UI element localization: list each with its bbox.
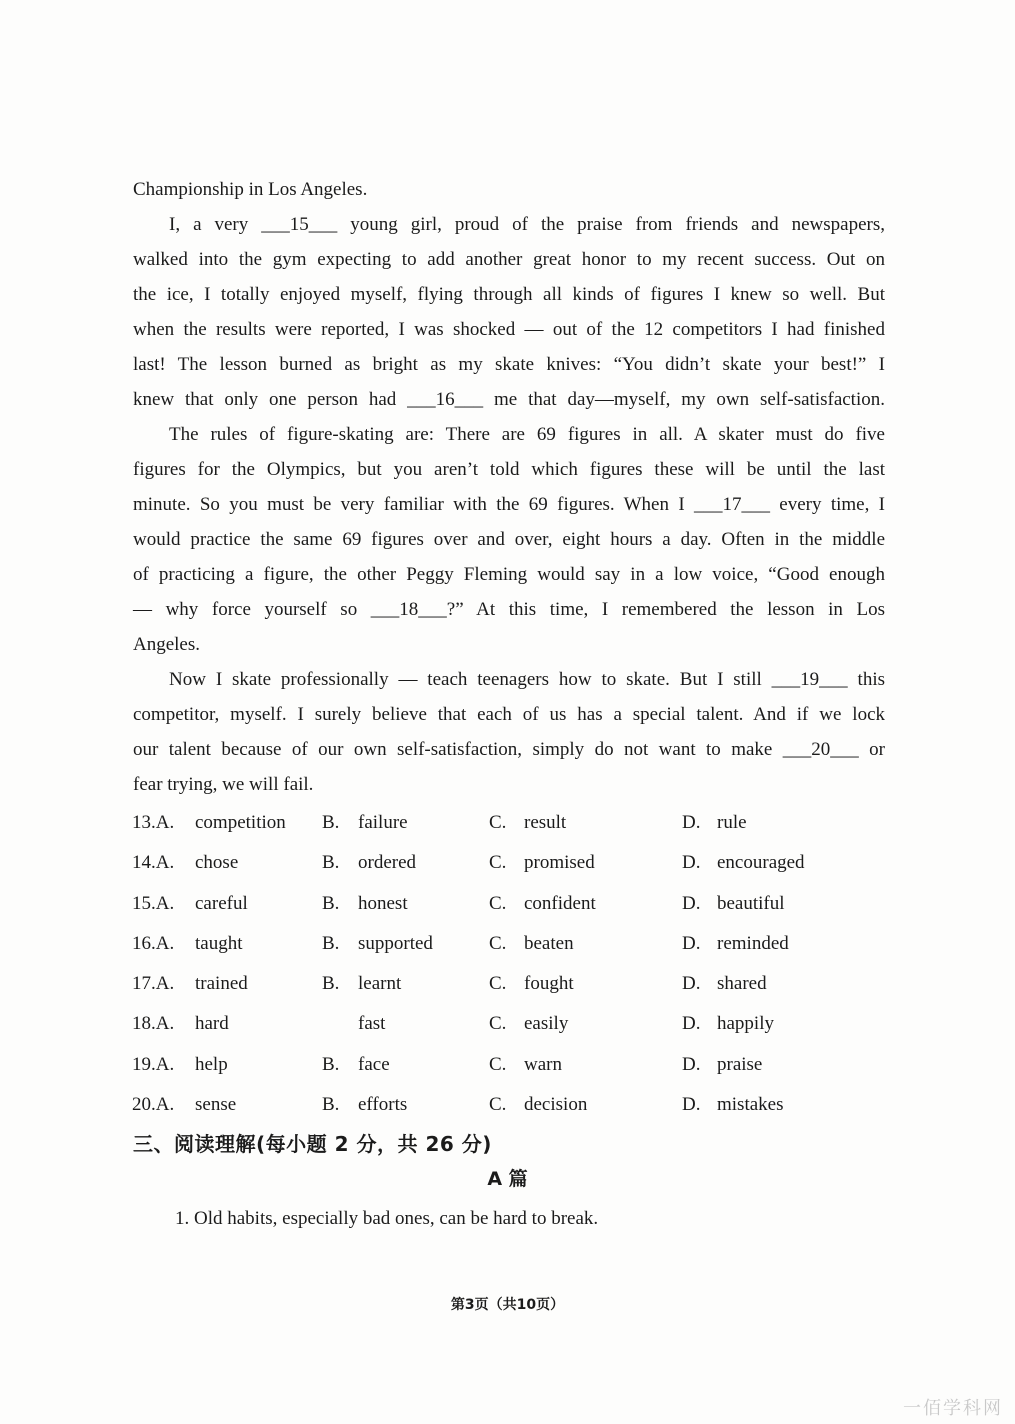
passage-line: — why force yourself so ___18___?” At this time, I remembered the lesson in Los xyxy=(133,599,885,620)
option-c: easily xyxy=(524,1013,569,1035)
question-options-18 xyxy=(132,1007,892,1047)
subsection-title: A 篇 xyxy=(487,1168,528,1190)
question-options-17 xyxy=(132,967,892,1007)
option-a: competition xyxy=(195,812,286,833)
option-d-label: D. xyxy=(682,812,701,833)
option-a: hard xyxy=(195,1013,229,1035)
question-number: 17.A. xyxy=(132,973,175,995)
option-d: encouraged xyxy=(717,852,805,874)
reading-question-1: 1. Old habits, especially bad ones, can be hard to break. xyxy=(175,1208,599,1229)
option-b: failure xyxy=(358,812,408,833)
option-c: warn xyxy=(524,1053,562,1075)
option-d-label: D. xyxy=(682,932,701,954)
page-footer: 第3页（共10页） xyxy=(450,1297,565,1313)
question-number: 15.A. xyxy=(132,892,175,914)
option-c-label: C. xyxy=(489,973,507,995)
option-b-label: B. xyxy=(322,852,340,874)
option-a: help xyxy=(195,1053,228,1075)
question-number: 19.A. xyxy=(132,1053,175,1075)
option-b: learnt xyxy=(358,973,402,995)
option-a: trained xyxy=(195,973,248,995)
question-options-15 xyxy=(132,887,892,927)
passage-line: would practice the same 69 figures over and over, eight hours a day. Often in the middle xyxy=(133,529,885,550)
option-b: face xyxy=(358,1053,390,1075)
option-c-label: C. xyxy=(489,1013,507,1035)
option-d-label: D. xyxy=(682,1053,701,1075)
passage-line: Angeles. xyxy=(133,634,201,655)
option-c: decision xyxy=(524,1094,588,1116)
option-b-label: B. xyxy=(322,973,340,995)
option-b-label: B. xyxy=(322,1094,340,1116)
option-b: fast xyxy=(358,1013,386,1035)
passage-line: Championship in Los Angeles. xyxy=(133,179,368,200)
option-d-label: D. xyxy=(682,852,701,874)
option-b-label: B. xyxy=(322,932,340,954)
option-c: beaten xyxy=(524,932,574,954)
option-c-label: C. xyxy=(489,1094,507,1116)
option-d: rule xyxy=(717,812,747,833)
question-options-16 xyxy=(132,927,892,967)
option-c-label: C. xyxy=(489,812,507,833)
cloze-passage xyxy=(133,172,885,802)
option-d-label: D. xyxy=(682,1094,701,1116)
option-d-label: D. xyxy=(682,973,701,995)
option-c-label: C. xyxy=(489,892,507,914)
option-b: honest xyxy=(358,892,408,914)
passage-line: Now I skate professionally — teach teenagers how to skate. But I still ___19___ this xyxy=(169,669,885,690)
passage-line: knew that only one person had ___16___ me that day—myself, my own self-satisfaction. xyxy=(133,389,885,410)
option-c: confident xyxy=(524,892,596,914)
option-c-label: C. xyxy=(489,1053,507,1075)
question-number: 18.A. xyxy=(132,1013,175,1035)
question-options-13 xyxy=(132,806,892,846)
option-b-label: B. xyxy=(322,812,340,833)
passage-line: I, a very ___15___ young girl, proud of the praise from friends and newspapers, xyxy=(169,214,885,235)
passage-line: competitor, myself. I surely believe that each of us has a special talent. And if we lock xyxy=(133,704,885,725)
option-a: careful xyxy=(195,892,248,914)
option-a: taught xyxy=(195,932,243,954)
option-d-label: D. xyxy=(682,1013,701,1035)
option-b: supported xyxy=(358,932,433,954)
question-options-20 xyxy=(132,1088,892,1128)
passage-line: figures for the Olympics, but you aren’t told which figures these will be until the last xyxy=(133,459,885,480)
option-a: sense xyxy=(195,1094,237,1116)
passage-line: when the results were reported, I was shocked — out of the 12 competitors I had finished xyxy=(133,319,885,340)
question-number: 13.A. xyxy=(132,812,175,833)
question-number: 16.A. xyxy=(132,932,175,954)
section-title: 三、阅读理解(每小题 2 分，共 26 分) xyxy=(133,1132,492,1156)
option-b: efforts xyxy=(358,1094,408,1116)
option-d: beautiful xyxy=(717,892,785,914)
question-options-19 xyxy=(132,1048,892,1088)
passage-line: of practicing a figure, the other Peggy Fleming would say in a low voice, “Good enough xyxy=(133,564,885,585)
option-b-label: B. xyxy=(322,1053,340,1075)
option-d: happily xyxy=(717,1013,774,1035)
question-options-14 xyxy=(132,846,892,886)
option-d: mistakes xyxy=(717,1094,784,1116)
option-d: praise xyxy=(717,1053,763,1075)
option-d: reminded xyxy=(717,932,789,954)
option-c: result xyxy=(524,812,567,833)
option-d-label: D. xyxy=(682,892,701,914)
question-number: 14.A. xyxy=(132,852,175,874)
passage-line: the ice, I totally enjoyed myself, flying through all kinds of figures I knew so well. But xyxy=(133,284,885,305)
option-c: promised xyxy=(524,852,595,874)
passage-line: minute. So you must be very familiar with the 69 figures. When I ___17___ every time, I xyxy=(133,494,885,515)
passage-line: our talent because of our own self-satisfaction, simply do not want to make ___20___ or xyxy=(133,739,885,760)
passage-line: fear trying, we will fail. xyxy=(133,774,314,795)
option-b: ordered xyxy=(358,852,417,874)
option-c: fought xyxy=(524,973,574,995)
option-b-label: B. xyxy=(322,892,340,914)
option-a: chose xyxy=(195,852,239,874)
passage-line: The rules of figure-skating are: There are 69 figures in all. A skater must do five xyxy=(169,424,885,445)
watermark: 一佰学科网 xyxy=(903,1398,1003,1419)
option-c-label: C. xyxy=(489,852,507,874)
passage-line: walked into the gym expecting to add another great honor to my recent success. Out on xyxy=(133,249,885,270)
answer-options xyxy=(132,806,892,1128)
passage-line: last! The lesson burned as bright as my skate knives: “You didn’t skate your best!” I xyxy=(133,354,885,375)
option-d: shared xyxy=(717,973,767,995)
option-c-label: C. xyxy=(489,932,507,954)
question-number: 20.A. xyxy=(132,1094,175,1116)
